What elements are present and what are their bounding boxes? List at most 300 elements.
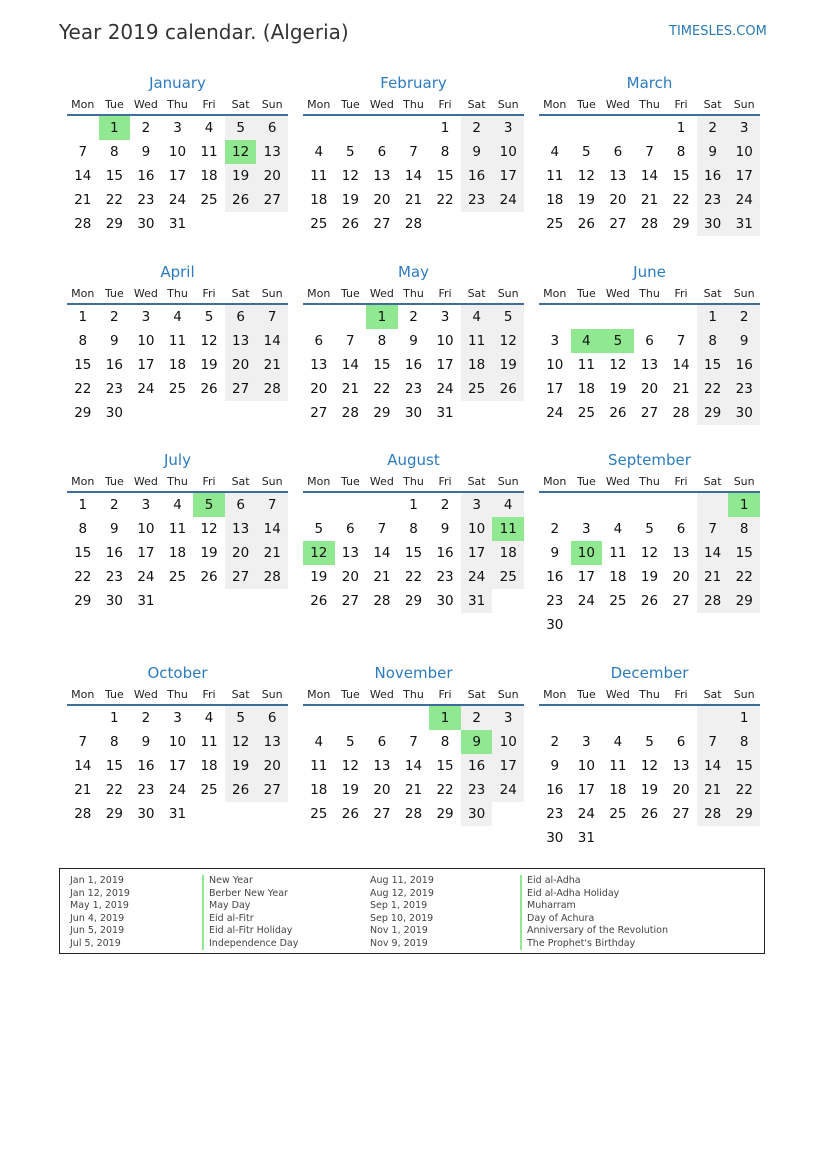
weekday-label: Sat bbox=[231, 688, 250, 701]
day-cell: 26 bbox=[341, 806, 359, 822]
day-cell: 9 bbox=[728, 329, 760, 353]
weekday-label: Sat bbox=[231, 475, 250, 488]
day-cell: 24 bbox=[577, 593, 595, 609]
day-cell: 25 bbox=[310, 216, 328, 232]
day-cell: 1 bbox=[728, 706, 760, 730]
day-cell: 11 bbox=[200, 144, 218, 160]
day-cell: 25 bbox=[168, 569, 187, 585]
day-cell: 2 bbox=[141, 120, 151, 136]
holiday-name: Independence Day bbox=[202, 938, 298, 951]
day-cell: 16 bbox=[105, 357, 123, 373]
site-link[interactable]: TIMESLES.COM bbox=[669, 24, 767, 39]
day-cell: 27 bbox=[225, 377, 257, 401]
day-cell: 15 bbox=[672, 168, 690, 184]
day-cell: 29 bbox=[728, 802, 760, 826]
weekday-label: Wed bbox=[369, 287, 394, 300]
day-cell: 1 bbox=[697, 305, 729, 329]
weekday-label: Fri bbox=[438, 688, 452, 701]
day-cell: 11 bbox=[492, 517, 524, 541]
day-cell: 2 bbox=[409, 309, 418, 325]
weekday-label: Thu bbox=[167, 688, 188, 701]
holiday-date: Aug 11, 2019 bbox=[370, 875, 434, 886]
day-cell: 19 bbox=[492, 353, 524, 377]
weekday-label: Tue bbox=[576, 98, 596, 111]
day-cell: 25 bbox=[577, 405, 595, 421]
weekday-label: Thu bbox=[403, 688, 424, 701]
day-cell: 26 bbox=[577, 216, 595, 232]
day-cell: 17 bbox=[492, 754, 524, 778]
day-cell: 8 bbox=[78, 333, 88, 349]
day-cell: 13 bbox=[672, 545, 690, 561]
day-cell: 19 bbox=[225, 754, 257, 778]
month-title: September bbox=[608, 451, 691, 469]
day-cell: 16 bbox=[436, 545, 454, 561]
day-cell: 9 bbox=[409, 333, 418, 349]
day-cell: 14 bbox=[373, 545, 391, 561]
day-cell: 7 bbox=[409, 144, 418, 160]
day-cell: 22 bbox=[672, 192, 690, 208]
day-cell: 15 bbox=[373, 357, 391, 373]
weekday-label: Fri bbox=[438, 98, 452, 111]
weekday-header bbox=[303, 98, 524, 116]
day-cell: 18 bbox=[200, 168, 218, 184]
day-grid bbox=[67, 706, 288, 826]
day-cell: 6 bbox=[676, 521, 686, 537]
day-cell: 24 bbox=[168, 192, 187, 208]
empty-cell bbox=[130, 401, 162, 425]
day-cell: 26 bbox=[640, 593, 659, 609]
day-cell: 29 bbox=[74, 405, 92, 421]
day-cell: 29 bbox=[404, 593, 423, 609]
weekday-label: Sat bbox=[703, 475, 722, 488]
empty-cell bbox=[492, 401, 524, 425]
day-cell: 29 bbox=[105, 806, 123, 822]
day-cell: 8 bbox=[728, 517, 760, 541]
day-cell: 19 bbox=[640, 569, 659, 585]
day-cell: 4 bbox=[314, 144, 324, 160]
day-cell: 22 bbox=[436, 192, 454, 208]
holiday-name: The Prophet's Birthday bbox=[520, 938, 668, 951]
holiday-name: Eid al-Fitr bbox=[202, 913, 298, 926]
day-cell: 29 bbox=[105, 216, 123, 232]
empty-cell bbox=[697, 706, 729, 730]
day-cell: 27 bbox=[672, 806, 690, 822]
day-cell: 16 bbox=[404, 357, 423, 373]
day-grid bbox=[67, 305, 288, 425]
weekday-label: Fri bbox=[674, 287, 688, 300]
day-cell: 1 bbox=[110, 710, 119, 726]
day-cell: 21 bbox=[672, 381, 690, 397]
day-cell: 15 bbox=[74, 357, 92, 373]
weekday-header bbox=[539, 475, 760, 493]
empty-cell bbox=[665, 305, 697, 329]
day-cell: 29 bbox=[436, 806, 454, 822]
day-cell: 10 bbox=[137, 521, 155, 537]
day-cell: 31 bbox=[436, 405, 454, 421]
day-cell: 30 bbox=[461, 802, 493, 826]
day-cell: 24 bbox=[137, 381, 155, 397]
holiday-date: Jan 12, 2019 bbox=[70, 887, 130, 899]
day-cell: 24 bbox=[436, 381, 454, 397]
empty-cell bbox=[335, 706, 367, 730]
day-cell: 27 bbox=[672, 593, 690, 609]
day-cell: 1 bbox=[440, 120, 450, 136]
empty-cell bbox=[571, 493, 603, 517]
empty-cell bbox=[539, 493, 571, 517]
page-title: Year 2019 calendar. (Algeria) bbox=[59, 20, 349, 44]
empty-cell bbox=[665, 493, 697, 517]
day-cell: 24 bbox=[728, 188, 760, 212]
day-cell: 9 bbox=[141, 734, 151, 750]
day-cell: 21 bbox=[697, 565, 729, 589]
day-cell: 15 bbox=[436, 758, 454, 774]
day-cell: 25 bbox=[609, 806, 627, 822]
empty-cell bbox=[366, 706, 398, 730]
holiday-date: Nov 1, 2019 bbox=[370, 925, 428, 936]
day-cell: 16 bbox=[137, 168, 155, 184]
holiday-name: May Day bbox=[202, 900, 298, 913]
empty-cell bbox=[634, 305, 666, 329]
day-cell: 23 bbox=[105, 569, 123, 585]
day-cell: 12 bbox=[200, 521, 218, 537]
day-cell: 8 bbox=[110, 734, 119, 750]
holiday-legend bbox=[59, 868, 765, 954]
day-cell: 29 bbox=[672, 216, 690, 232]
day-cell: 8 bbox=[440, 144, 450, 160]
day-cell: 30 bbox=[728, 401, 760, 425]
day-cell: 2 bbox=[697, 116, 729, 140]
day-cell: 29 bbox=[728, 589, 760, 613]
day-cell: 5 bbox=[602, 329, 634, 353]
weekday-label: Sun bbox=[261, 688, 283, 701]
weekday-header bbox=[539, 688, 760, 706]
weekday-label: Thu bbox=[403, 287, 424, 300]
day-cell: 26 bbox=[341, 216, 359, 232]
day-cell: 5 bbox=[645, 521, 654, 537]
holiday-date: Aug 12, 2019 bbox=[370, 887, 434, 899]
day-cell: 16 bbox=[546, 569, 564, 585]
empty-cell bbox=[602, 613, 634, 637]
day-cell: 23 bbox=[728, 377, 760, 401]
day-cell: 12 bbox=[200, 333, 218, 349]
empty-cell bbox=[335, 493, 367, 517]
day-cell: 16 bbox=[697, 164, 729, 188]
day-cell: 16 bbox=[546, 782, 564, 798]
weekday-header bbox=[303, 287, 524, 305]
day-cell: 30 bbox=[404, 405, 423, 421]
day-cell: 19 bbox=[341, 192, 359, 208]
day-cell: 1 bbox=[78, 497, 88, 513]
weekday-label: Mon bbox=[543, 475, 567, 488]
weekday-header bbox=[539, 287, 760, 305]
day-cell: 13 bbox=[373, 168, 391, 184]
day-cell: 30 bbox=[546, 830, 564, 846]
day-cell: 3 bbox=[492, 706, 524, 730]
day-cell: 3 bbox=[728, 116, 760, 140]
day-cell: 21 bbox=[640, 192, 659, 208]
day-cell: 8 bbox=[440, 734, 450, 750]
day-cell: 13 bbox=[225, 329, 257, 353]
day-cell: 6 bbox=[225, 305, 257, 329]
weekday-label: Thu bbox=[639, 475, 660, 488]
day-cell: 29 bbox=[697, 401, 729, 425]
day-cell: 17 bbox=[137, 357, 155, 373]
day-cell: 20 bbox=[373, 782, 391, 798]
day-cell: 3 bbox=[141, 309, 151, 325]
empty-cell bbox=[602, 493, 634, 517]
empty-cell bbox=[193, 401, 225, 425]
day-cell: 15 bbox=[74, 545, 92, 561]
empty-cell bbox=[634, 613, 666, 637]
day-cell: 17 bbox=[728, 164, 760, 188]
day-cell: 17 bbox=[546, 381, 564, 397]
empty-cell bbox=[634, 826, 666, 850]
weekday-label: Fri bbox=[674, 98, 688, 111]
holiday-date: May 1, 2019 bbox=[70, 900, 129, 911]
weekday-label: Sun bbox=[261, 287, 283, 300]
day-cell: 18 bbox=[546, 192, 564, 208]
day-grid bbox=[303, 116, 524, 236]
day-cell: 2 bbox=[461, 706, 493, 730]
day-cell: 20 bbox=[672, 782, 690, 798]
day-cell: 7 bbox=[645, 144, 654, 160]
day-cell: 31 bbox=[168, 806, 187, 822]
day-cell: 31 bbox=[728, 212, 760, 236]
day-cell: 28 bbox=[640, 216, 659, 232]
day-cell: 12 bbox=[303, 541, 335, 565]
month-title: August bbox=[387, 451, 440, 469]
day-cell: 11 bbox=[310, 758, 328, 774]
weekday-label: Mon bbox=[543, 98, 567, 111]
weekday-label: Sun bbox=[497, 287, 519, 300]
day-grid bbox=[539, 116, 760, 236]
day-cell: 23 bbox=[546, 806, 564, 822]
day-cell: 11 bbox=[609, 758, 627, 774]
empty-cell bbox=[429, 212, 461, 236]
day-cell: 27 bbox=[373, 806, 391, 822]
day-cell: 23 bbox=[137, 782, 155, 798]
weekday-label: Wed bbox=[369, 98, 394, 111]
empty-cell bbox=[366, 116, 398, 140]
day-cell: 15 bbox=[105, 758, 123, 774]
day-cell: 11 bbox=[546, 168, 564, 184]
day-cell: 4 bbox=[550, 144, 560, 160]
weekday-label: Mon bbox=[71, 98, 95, 111]
day-cell: 30 bbox=[137, 806, 155, 822]
weekday-label: Fri bbox=[202, 287, 216, 300]
day-cell: 16 bbox=[728, 353, 760, 377]
day-grid bbox=[539, 706, 760, 850]
weekday-label: Sun bbox=[261, 98, 283, 111]
day-cell: 12 bbox=[341, 758, 359, 774]
day-cell: 5 bbox=[492, 305, 524, 329]
weekday-label: Tue bbox=[104, 688, 124, 701]
day-cell: 6 bbox=[676, 734, 686, 750]
day-cell: 28 bbox=[74, 216, 92, 232]
empty-cell bbox=[602, 305, 634, 329]
weekday-label: Wed bbox=[133, 688, 158, 701]
day-cell: 31 bbox=[168, 216, 187, 232]
day-cell: 23 bbox=[404, 381, 423, 397]
day-cell: 2 bbox=[550, 734, 560, 750]
day-cell: 8 bbox=[697, 329, 729, 353]
holiday-date: Jun 4, 2019 bbox=[70, 912, 125, 924]
day-cell: 4 bbox=[173, 309, 182, 325]
empty-cell bbox=[602, 826, 634, 850]
day-cell: 29 bbox=[74, 593, 92, 609]
day-cell: 22 bbox=[74, 381, 92, 397]
weekday-header bbox=[303, 688, 524, 706]
day-grid bbox=[303, 493, 524, 613]
weekday-label: Fri bbox=[202, 475, 216, 488]
day-cell: 27 bbox=[256, 188, 288, 212]
day-cell: 1 bbox=[99, 116, 131, 140]
day-cell: 30 bbox=[137, 216, 155, 232]
day-cell: 28 bbox=[404, 806, 423, 822]
day-cell: 3 bbox=[550, 333, 560, 349]
weekday-label: Tue bbox=[576, 688, 596, 701]
empty-cell bbox=[634, 706, 666, 730]
day-cell: 10 bbox=[577, 758, 595, 774]
weekday-header bbox=[67, 688, 288, 706]
day-cell: 19 bbox=[225, 164, 257, 188]
day-cell: 30 bbox=[105, 593, 123, 609]
weekday-label: Mon bbox=[71, 287, 95, 300]
empty-cell bbox=[303, 706, 335, 730]
day-cell: 16 bbox=[137, 758, 155, 774]
day-cell: 31 bbox=[461, 589, 493, 613]
weekday-label: Thu bbox=[403, 475, 424, 488]
day-cell: 3 bbox=[461, 493, 493, 517]
day-cell: 8 bbox=[377, 333, 387, 349]
month-title: January bbox=[149, 74, 206, 92]
day-cell: 18 bbox=[609, 569, 627, 585]
day-cell: 23 bbox=[697, 188, 729, 212]
day-cell: 18 bbox=[577, 381, 595, 397]
day-cell: 14 bbox=[74, 758, 92, 774]
day-cell: 8 bbox=[728, 730, 760, 754]
day-cell: 25 bbox=[168, 381, 187, 397]
empty-cell bbox=[571, 613, 603, 637]
weekday-label: Thu bbox=[167, 98, 188, 111]
day-cell: 21 bbox=[404, 192, 423, 208]
empty-cell bbox=[193, 802, 225, 826]
day-cell: 24 bbox=[461, 565, 493, 589]
empty-cell bbox=[697, 613, 729, 637]
day-cell: 26 bbox=[200, 381, 218, 397]
day-cell: 13 bbox=[609, 168, 627, 184]
day-cell: 14 bbox=[697, 541, 729, 565]
weekday-header bbox=[539, 98, 760, 116]
weekday-label: Wed bbox=[133, 475, 158, 488]
day-cell: 25 bbox=[546, 216, 564, 232]
weekday-label: Tue bbox=[340, 98, 360, 111]
day-cell: 24 bbox=[492, 188, 524, 212]
day-cell: 7 bbox=[346, 333, 355, 349]
day-cell: 10 bbox=[137, 333, 155, 349]
month-title: February bbox=[380, 74, 447, 92]
empty-cell bbox=[256, 802, 288, 826]
day-cell: 12 bbox=[225, 730, 257, 754]
day-cell: 22 bbox=[105, 782, 123, 798]
day-cell: 13 bbox=[310, 357, 328, 373]
day-cell: 15 bbox=[105, 168, 123, 184]
day-cell: 1 bbox=[78, 309, 88, 325]
day-cell: 2 bbox=[728, 305, 760, 329]
day-cell: 6 bbox=[225, 493, 257, 517]
day-cell: 9 bbox=[110, 333, 119, 349]
day-cell: 20 bbox=[310, 381, 328, 397]
holiday-date: Nov 9, 2019 bbox=[370, 937, 428, 949]
day-cell: 14 bbox=[640, 168, 659, 184]
day-cell: 30 bbox=[105, 405, 123, 421]
empty-cell bbox=[602, 116, 634, 140]
day-cell: 20 bbox=[341, 569, 359, 585]
weekday-label: Wed bbox=[605, 98, 630, 111]
day-cell: 16 bbox=[461, 164, 493, 188]
day-cell: 21 bbox=[697, 778, 729, 802]
day-cell: 26 bbox=[200, 569, 218, 585]
weekday-label: Sat bbox=[703, 688, 722, 701]
day-cell: 1 bbox=[409, 497, 418, 513]
day-cell: 13 bbox=[640, 357, 659, 373]
day-cell: 5 bbox=[314, 521, 324, 537]
day-cell: 28 bbox=[74, 806, 92, 822]
day-cell: 15 bbox=[404, 545, 423, 561]
empty-cell bbox=[225, 401, 257, 425]
day-cell: 7 bbox=[697, 730, 729, 754]
weekday-label: Fri bbox=[202, 688, 216, 701]
empty-cell bbox=[665, 706, 697, 730]
day-cell: 26 bbox=[492, 377, 524, 401]
weekday-label: Fri bbox=[438, 287, 452, 300]
day-cell: 21 bbox=[373, 569, 391, 585]
holiday-name: Eid al-Adha bbox=[520, 875, 668, 888]
day-cell: 18 bbox=[461, 353, 493, 377]
day-grid bbox=[303, 305, 524, 425]
day-cell: 27 bbox=[609, 216, 627, 232]
day-cell: 25 bbox=[310, 806, 328, 822]
day-cell: 30 bbox=[436, 593, 454, 609]
day-cell: 20 bbox=[256, 164, 288, 188]
day-cell: 24 bbox=[577, 806, 595, 822]
holiday-names-right bbox=[520, 875, 668, 950]
empty-cell bbox=[256, 401, 288, 425]
weekday-label: Tue bbox=[104, 475, 124, 488]
day-cell: 23 bbox=[436, 569, 454, 585]
day-cell: 4 bbox=[613, 521, 623, 537]
day-cell: 2 bbox=[550, 521, 560, 537]
day-cell: 8 bbox=[676, 144, 686, 160]
month-title: December bbox=[610, 664, 689, 682]
day-cell: 6 bbox=[256, 116, 288, 140]
weekday-label: Thu bbox=[639, 688, 660, 701]
day-cell: 22 bbox=[105, 192, 123, 208]
weekday-label: Wed bbox=[369, 688, 394, 701]
empty-cell bbox=[539, 116, 571, 140]
weekday-label: Wed bbox=[605, 287, 630, 300]
day-cell: 23 bbox=[137, 192, 155, 208]
day-cell: 28 bbox=[404, 216, 423, 232]
weekday-label: Tue bbox=[104, 287, 124, 300]
day-cell: 14 bbox=[74, 168, 92, 184]
day-cell: 28 bbox=[373, 593, 391, 609]
weekday-header bbox=[67, 475, 288, 493]
weekday-label: Mon bbox=[71, 688, 95, 701]
day-cell: 10 bbox=[168, 144, 187, 160]
day-cell: 20 bbox=[609, 192, 627, 208]
weekday-label: Sat bbox=[231, 287, 250, 300]
